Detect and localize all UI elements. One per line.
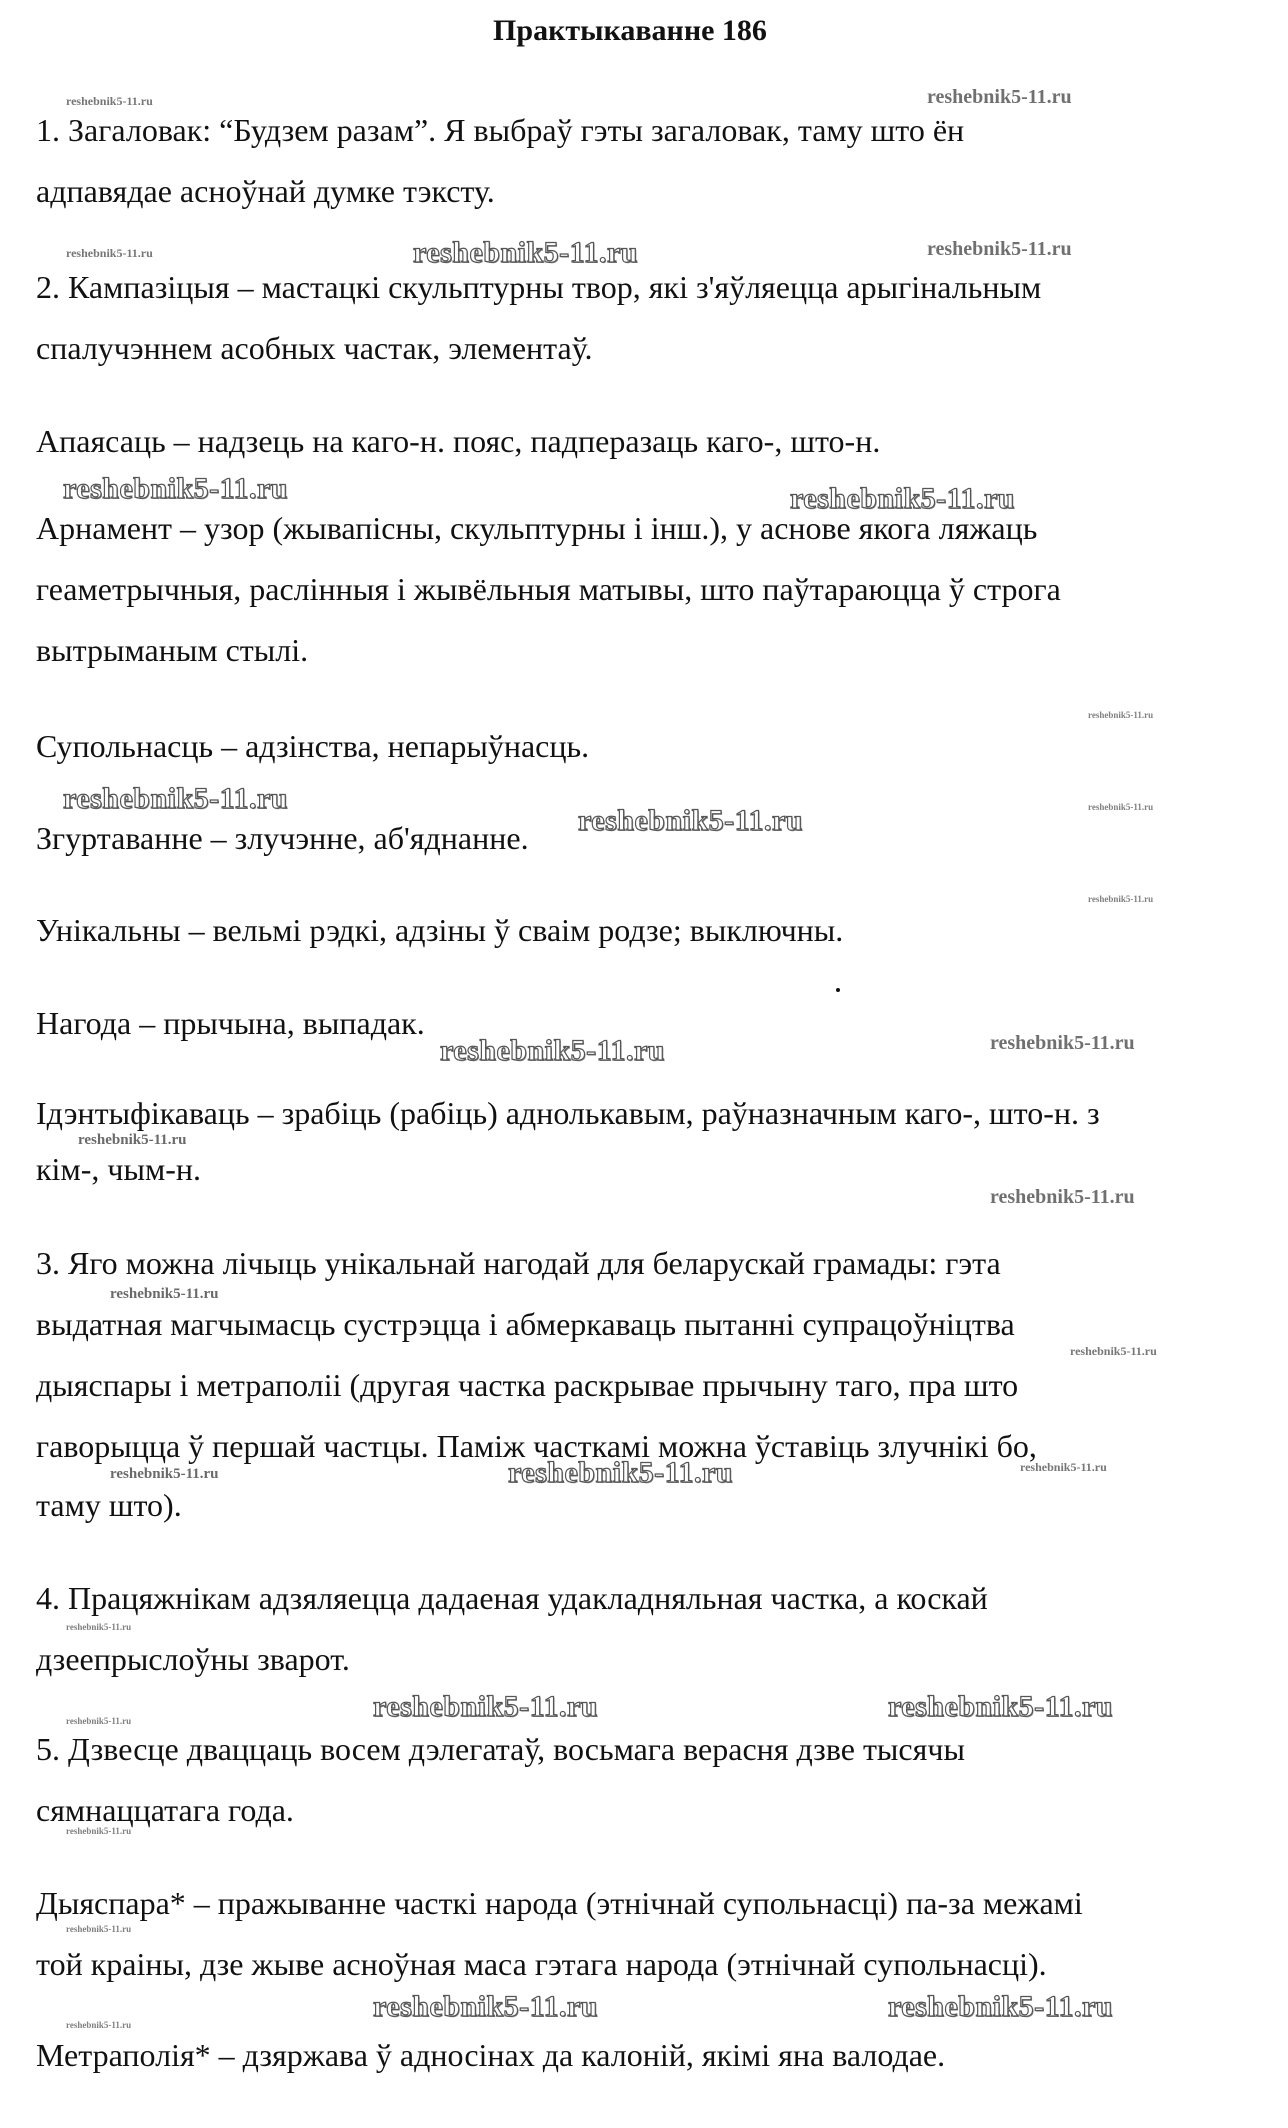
watermark: reshebnik5-11.ru xyxy=(66,1924,132,1934)
watermark: reshebnik5-11.ru xyxy=(66,94,153,108)
watermark: reshebnik5-11.ru xyxy=(373,1990,598,2023)
text-line: Супольнасць – адзінства, непарыўнасць. xyxy=(36,728,590,764)
watermark: reshebnik5-11.ru xyxy=(927,238,1072,260)
watermark: reshebnik5-11.ru xyxy=(63,472,288,505)
text-line: Унікальны – вельмі рэдкі, адзіны ў сваім родзе; выключны. xyxy=(36,912,844,948)
watermark: reshebnik5-11.ru xyxy=(508,1456,733,1489)
watermark: reshebnik5-11.ru xyxy=(66,1622,132,1632)
watermark: reshebnik5-11.ru xyxy=(888,1690,1113,1723)
stray-dot xyxy=(836,988,840,992)
text-line: 3. Яго можна лічыць унікальнай нагодай для беларускай грамады: гэта xyxy=(36,1245,1001,1281)
text-line: дыяспары і метраполіі (другая частка раскрывае прычыну таго, пра што xyxy=(36,1367,1019,1403)
watermark: reshebnik5-11.ru xyxy=(888,1990,1113,2023)
text-line: гаворыцца ў першай частцы. Паміж часткамі можна ўставіць злучнікі бо, xyxy=(36,1428,1037,1464)
watermark: reshebnik5-11.ru xyxy=(578,804,803,837)
watermark: reshebnik5-11.ru xyxy=(1088,802,1154,812)
text-line: Згуртаванне – злучэнне, аб'яднанне. xyxy=(36,820,529,856)
text-line: выдатная магчымасць сустрэцца і абмеркаваць пытанні супрацоўніцтва xyxy=(36,1306,1015,1342)
watermark: reshebnik5-11.ru xyxy=(1070,1344,1157,1358)
watermark: reshebnik5-11.ru xyxy=(790,482,1015,515)
text-line: адпавядае асноўнай думке тэксту. xyxy=(36,173,495,209)
watermark: reshebnik5-11.ru xyxy=(373,1690,598,1723)
text-line: той краіны, дзе жыве асноўная маса гэтага народа (этнічнай супольнасці). xyxy=(36,1946,1047,1982)
watermark: reshebnik5-11.ru xyxy=(66,2020,132,2030)
text-line: таму што). xyxy=(36,1487,182,1523)
watermark: reshebnik5-11.ru xyxy=(1088,894,1154,904)
watermark: reshebnik5-11.ru xyxy=(990,1186,1135,1208)
text-line: Апаясаць – надзець на каго-н. пояс, падперазаць каго-, што-н. xyxy=(36,423,881,459)
text-line: 2. Кампазіцыя – мастацкі скульптурны твор, які з'яўляецца арыгінальным xyxy=(36,269,1042,305)
text-line: 1. Загаловак: “Будзем разам”. Я выбраў гэты загаловак, таму што ён xyxy=(36,112,965,148)
watermark: reshebnik5-11.ru xyxy=(66,1716,132,1726)
text-line: дзеепрыслоўны зварот. xyxy=(36,1641,350,1677)
text-line: геаметрычныя, раслінныя і жывёльныя матывы, што паўтараюцца ў строга xyxy=(36,571,1061,607)
text-line: сямнаццатага года. xyxy=(36,1792,294,1828)
text-line: вытрыманым стылі. xyxy=(36,632,309,668)
watermark: reshebnik5-11.ru xyxy=(990,1032,1135,1054)
text-line: 5. Дзвесце дваццаць восем дэлегатаў, восьмага верасня дзве тысячы xyxy=(36,1731,965,1767)
text-line: Нагода – прычына, выпадак. xyxy=(36,1005,425,1041)
text-line: Метраполія* – дзяржава ў адносінах да калоній, якімі яна валодае. xyxy=(36,2037,946,2073)
text-line: кім-, чым-н. xyxy=(36,1151,201,1187)
text-line: Дыяспара* – пражыванне часткі народа (этнічнай супольнасці) па-за межамі xyxy=(36,1885,1083,1921)
text-line: спалучэннем асобных частак, элементаў. xyxy=(36,330,593,366)
watermark: reshebnik5-11.ru xyxy=(927,86,1072,108)
watermark: reshebnik5-11.ru xyxy=(63,782,288,815)
text-line: Ідэнтыфікаваць – зрабіць (рабіць) аднолькавым, раўназначным каго-, што-н. з xyxy=(36,1095,1100,1131)
watermark: reshebnik5-11.ru xyxy=(78,1132,187,1148)
page-title: Практыкаванне 186 xyxy=(493,14,767,47)
text-line: 4. Працяжнікам адзяляецца дадаеная удакладняльная частка, а коскай xyxy=(36,1580,988,1616)
watermark: reshebnik5-11.ru xyxy=(66,246,153,260)
watermark: reshebnik5-11.ru xyxy=(110,1466,219,1482)
watermark: reshebnik5-11.ru xyxy=(66,1826,132,1836)
watermark: reshebnik5-11.ru xyxy=(1020,1460,1107,1474)
watermark: reshebnik5-11.ru xyxy=(110,1286,219,1302)
watermark: reshebnik5-11.ru xyxy=(413,236,638,269)
watermark: reshebnik5-11.ru xyxy=(1088,710,1154,720)
watermark: reshebnik5-11.ru xyxy=(440,1034,665,1067)
text-line: Арнамент – узор (жывапісны, скульптурны і інш.), у аснове якога ляжаць xyxy=(36,510,1038,546)
